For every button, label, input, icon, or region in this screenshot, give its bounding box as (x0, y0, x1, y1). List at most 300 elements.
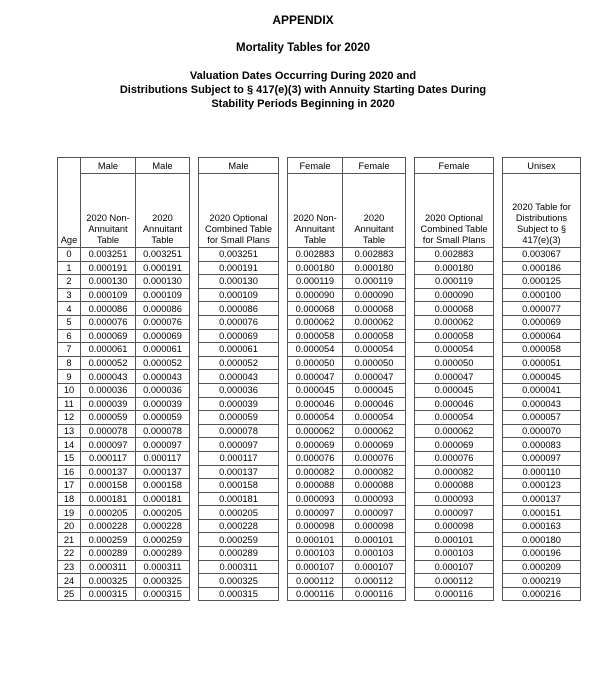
age-cell: 10 (58, 383, 81, 397)
age-cell: 20 (58, 519, 81, 533)
rate-cell: 0.000069 (288, 438, 343, 452)
rate-cell: 0.000289 (199, 547, 279, 561)
column-gap (494, 411, 503, 425)
rate-cell: 0.000045 (503, 370, 581, 384)
column-gap (406, 343, 415, 357)
rate-cell: 0.000181 (81, 492, 136, 506)
column-gap (190, 587, 199, 601)
column-gap (406, 465, 415, 479)
rate-cell: 0.000228 (81, 519, 136, 533)
table-row (58, 533, 581, 547)
rate-cell: 0.003251 (199, 248, 279, 262)
rate-cell: 0.000078 (81, 424, 136, 438)
age-cell: 24 (58, 574, 81, 588)
age-cell: 13 (58, 424, 81, 438)
rate-cell: 0.000068 (343, 302, 406, 316)
column-gap (494, 329, 503, 343)
rate-cell: 0.000061 (81, 343, 136, 357)
rate-cell: 0.000110 (503, 465, 581, 479)
rate-cell: 0.000103 (415, 547, 494, 561)
column-gap (406, 356, 415, 370)
column-gap (190, 302, 199, 316)
rate-cell: 0.000088 (415, 479, 494, 493)
table-row (58, 383, 581, 397)
column-gap (494, 424, 503, 438)
rate-cell: 0.000112 (343, 574, 406, 588)
rate-cell: 0.000259 (136, 533, 190, 547)
group-header: Female (415, 158, 494, 174)
rate-cell: 0.000158 (81, 479, 136, 493)
rate-cell: 0.000097 (415, 506, 494, 520)
column-gap (190, 315, 199, 329)
rate-cell: 0.000070 (503, 424, 581, 438)
column-gap (494, 397, 503, 411)
column-gap (190, 356, 199, 370)
group-header: Female (288, 158, 343, 174)
table-row (58, 248, 581, 262)
column-gap (406, 383, 415, 397)
rate-cell: 0.000191 (81, 261, 136, 275)
rate-cell: 0.000205 (136, 506, 190, 520)
rate-cell: 0.000130 (199, 275, 279, 289)
table-row (58, 574, 581, 588)
column-gap (279, 547, 288, 561)
rate-cell: 0.000039 (136, 397, 190, 411)
column-gap (494, 506, 503, 520)
column-gap (406, 547, 415, 561)
column-gap (279, 356, 288, 370)
rate-cell: 0.000097 (81, 438, 136, 452)
column-gap (406, 451, 415, 465)
column-gap (190, 424, 199, 438)
rate-cell: 0.000103 (343, 547, 406, 561)
rate-cell: 0.000052 (136, 356, 190, 370)
rate-cell: 0.000069 (503, 315, 581, 329)
group-header: Male (199, 158, 279, 174)
column-gap (494, 492, 503, 506)
column-gap (406, 492, 415, 506)
column-gap (279, 492, 288, 506)
rate-cell: 0.000097 (503, 451, 581, 465)
rate-cell: 0.000059 (136, 411, 190, 425)
description-line: Stability Periods Beginning in 2020 (211, 98, 395, 110)
rate-cell: 0.000043 (136, 370, 190, 384)
rate-cell: 0.000076 (415, 451, 494, 465)
rate-cell: 0.000101 (288, 533, 343, 547)
rate-cell: 0.000046 (288, 397, 343, 411)
column-gap (279, 158, 288, 174)
rate-cell: 0.000047 (288, 370, 343, 384)
rate-cell: 0.000219 (503, 574, 581, 588)
column-gap (494, 158, 503, 174)
column-gap (494, 248, 503, 262)
rate-cell: 0.000259 (199, 533, 279, 547)
rate-cell: 0.000076 (199, 315, 279, 329)
table-row (58, 519, 581, 533)
rate-cell: 0.000054 (343, 343, 406, 357)
rate-cell: 0.000086 (81, 302, 136, 316)
column-gap (406, 158, 415, 174)
column-gap (494, 560, 503, 574)
rate-cell: 0.000158 (136, 479, 190, 493)
column-header: 2020 Annuitant Table (343, 174, 406, 248)
rate-cell: 0.000077 (503, 302, 581, 316)
rate-cell: 0.000078 (136, 424, 190, 438)
rate-cell: 0.000191 (199, 261, 279, 275)
rate-cell: 0.000137 (199, 465, 279, 479)
rate-cell: 0.000039 (199, 397, 279, 411)
column-gap (406, 288, 415, 302)
age-cell: 12 (58, 411, 81, 425)
table-row (58, 424, 581, 438)
rate-cell: 0.000119 (343, 275, 406, 289)
column-gap (190, 479, 199, 493)
column-header: 2020 Non-Annuitant Table (81, 174, 136, 248)
rate-cell: 0.000086 (136, 302, 190, 316)
column-gap (279, 451, 288, 465)
rate-cell: 0.002883 (343, 248, 406, 262)
column-gap (190, 519, 199, 533)
column-gap (406, 587, 415, 601)
rate-cell: 0.000098 (343, 519, 406, 533)
rate-cell: 0.000097 (199, 438, 279, 452)
column-gap (279, 275, 288, 289)
column-gap (190, 370, 199, 384)
age-cell: 2 (58, 275, 81, 289)
rate-cell: 0.000158 (199, 479, 279, 493)
column-gap (406, 506, 415, 520)
column-gap (406, 174, 415, 248)
rate-cell: 0.000100 (503, 288, 581, 302)
column-header: 2020 Non-Annuitant Table (288, 174, 343, 248)
rate-cell: 0.000180 (288, 261, 343, 275)
rate-cell: 0.000054 (343, 411, 406, 425)
rate-cell: 0.000097 (288, 506, 343, 520)
column-gap (279, 343, 288, 357)
table-row (58, 288, 581, 302)
column-gap (279, 411, 288, 425)
table-row (58, 397, 581, 411)
rate-cell: 0.000107 (343, 560, 406, 574)
column-gap (190, 397, 199, 411)
rate-cell: 0.000088 (343, 479, 406, 493)
rate-cell: 0.000068 (288, 302, 343, 316)
rate-cell: 0.000059 (81, 411, 136, 425)
rate-cell: 0.000051 (503, 356, 581, 370)
rate-cell: 0.000062 (415, 315, 494, 329)
rate-cell: 0.000325 (81, 574, 136, 588)
rate-cell: 0.000069 (415, 438, 494, 452)
rate-cell: 0.000043 (199, 370, 279, 384)
rate-cell: 0.000064 (503, 329, 581, 343)
rate-cell: 0.000076 (81, 315, 136, 329)
table-row (58, 492, 581, 506)
rate-cell: 0.000050 (288, 356, 343, 370)
rate-cell: 0.000036 (136, 383, 190, 397)
rate-cell: 0.000125 (503, 275, 581, 289)
rate-cell: 0.000061 (199, 343, 279, 357)
rate-cell: 0.000216 (503, 587, 581, 601)
rate-cell: 0.000315 (199, 587, 279, 601)
age-cell: 18 (58, 492, 81, 506)
age-cell: 19 (58, 506, 81, 520)
table-body (58, 248, 581, 601)
table-row (58, 451, 581, 465)
rate-cell: 0.000068 (415, 302, 494, 316)
rate-cell: 0.000137 (136, 465, 190, 479)
rate-cell: 0.000036 (199, 383, 279, 397)
column-gap (494, 288, 503, 302)
column-gap (279, 370, 288, 384)
column-gap (279, 288, 288, 302)
rate-cell: 0.000046 (343, 397, 406, 411)
age-header: Age (58, 174, 81, 248)
table-row (58, 411, 581, 425)
rate-cell: 0.000116 (288, 587, 343, 601)
age-cell: 5 (58, 315, 81, 329)
table-row (58, 302, 581, 316)
rate-cell: 0.000205 (81, 506, 136, 520)
table-row (58, 329, 581, 343)
rate-cell: 0.000181 (136, 492, 190, 506)
rate-cell: 0.000097 (343, 506, 406, 520)
column-gap (494, 275, 503, 289)
column-gap (190, 411, 199, 425)
column-gap (190, 492, 199, 506)
column-gap (494, 302, 503, 316)
age-cell: 21 (58, 533, 81, 547)
column-gap (190, 329, 199, 343)
table-row (58, 479, 581, 493)
rate-cell: 0.000069 (343, 438, 406, 452)
appendix-title: APPENDIX (272, 13, 334, 27)
age-cell: 25 (58, 587, 81, 601)
column-gap (494, 383, 503, 397)
table-row (58, 370, 581, 384)
rate-cell: 0.000101 (415, 533, 494, 547)
rate-cell: 0.000041 (503, 383, 581, 397)
table-row (58, 356, 581, 370)
rate-cell: 0.000083 (503, 438, 581, 452)
age-cell: 1 (58, 261, 81, 275)
age-cell: 8 (58, 356, 81, 370)
table-row (58, 275, 581, 289)
rate-cell: 0.000209 (503, 560, 581, 574)
column-gap (190, 383, 199, 397)
column-gap (494, 574, 503, 588)
column-gap (494, 438, 503, 452)
rate-cell: 0.000058 (343, 329, 406, 343)
rate-cell: 0.002883 (415, 248, 494, 262)
rate-cell: 0.000180 (503, 533, 581, 547)
rate-cell: 0.000163 (503, 519, 581, 533)
rate-cell: 0.000117 (81, 451, 136, 465)
rate-cell: 0.000050 (343, 356, 406, 370)
rate-cell: 0.000058 (415, 329, 494, 343)
rate-cell: 0.000228 (136, 519, 190, 533)
column-gap (279, 506, 288, 520)
rate-cell: 0.000315 (136, 587, 190, 601)
age-cell: 0 (58, 248, 81, 262)
rate-cell: 0.000062 (288, 424, 343, 438)
column-gap (190, 275, 199, 289)
age-cell: 14 (58, 438, 81, 452)
table-row (58, 438, 581, 452)
rate-cell: 0.000107 (415, 560, 494, 574)
column-gap (406, 397, 415, 411)
rate-cell: 0.000050 (415, 356, 494, 370)
column-gap (406, 315, 415, 329)
table-row (58, 587, 581, 601)
age-cell: 9 (58, 370, 81, 384)
group-header: Unisex (503, 158, 581, 174)
rate-cell: 0.000058 (288, 329, 343, 343)
rate-cell: 0.000090 (415, 288, 494, 302)
column-gap (279, 174, 288, 248)
rate-cell: 0.000076 (343, 451, 406, 465)
column-gap (190, 560, 199, 574)
column-gap (279, 424, 288, 438)
column-gap (494, 261, 503, 275)
rate-cell: 0.000054 (288, 343, 343, 357)
rate-cell: 0.003251 (81, 248, 136, 262)
table-row (58, 560, 581, 574)
rate-cell: 0.000047 (415, 370, 494, 384)
column-gap (279, 574, 288, 588)
column-gap (190, 547, 199, 561)
column-gap (406, 302, 415, 316)
age-cell: 6 (58, 329, 81, 343)
column-gap (406, 574, 415, 588)
table-row (58, 465, 581, 479)
rate-cell: 0.000259 (81, 533, 136, 547)
column-header-row (58, 174, 581, 248)
rate-cell: 0.000109 (136, 288, 190, 302)
rate-cell: 0.000045 (343, 383, 406, 397)
rate-cell: 0.000315 (81, 587, 136, 601)
rate-cell: 0.000058 (503, 343, 581, 357)
column-gap (279, 479, 288, 493)
rate-cell: 0.000062 (343, 315, 406, 329)
group-header: Male (136, 158, 190, 174)
column-gap (190, 248, 199, 262)
rate-cell: 0.000093 (288, 492, 343, 506)
table-subtitle: Mortality Tables for 2020 (236, 42, 370, 54)
rate-cell: 0.000090 (343, 288, 406, 302)
column-gap (190, 288, 199, 302)
table-row (58, 343, 581, 357)
column-gap (406, 424, 415, 438)
column-gap (190, 174, 199, 248)
rate-cell: 0.000097 (136, 438, 190, 452)
column-gap (279, 587, 288, 601)
rate-cell: 0.000119 (288, 275, 343, 289)
rate-cell: 0.000059 (199, 411, 279, 425)
column-gap (406, 248, 415, 262)
column-gap (279, 533, 288, 547)
rate-cell: 0.000116 (415, 587, 494, 601)
column-gap (279, 560, 288, 574)
rate-cell: 0.000093 (343, 492, 406, 506)
rate-cell: 0.000047 (343, 370, 406, 384)
column-gap (406, 519, 415, 533)
column-gap (494, 547, 503, 561)
rate-cell: 0.000119 (415, 275, 494, 289)
rate-cell: 0.000076 (288, 451, 343, 465)
column-gap (190, 438, 199, 452)
rate-cell: 0.000090 (288, 288, 343, 302)
rate-cell: 0.000062 (288, 315, 343, 329)
rate-cell: 0.000191 (136, 261, 190, 275)
rate-cell: 0.000137 (81, 465, 136, 479)
rate-cell: 0.000289 (81, 547, 136, 561)
column-gap (406, 533, 415, 547)
group-header: Male (81, 158, 136, 174)
description-line: Valuation Dates Occurring During 2020 and (189, 70, 417, 82)
rate-cell: 0.000205 (199, 506, 279, 520)
column-gap (494, 587, 503, 601)
column-gap (494, 479, 503, 493)
rate-cell: 0.000117 (199, 451, 279, 465)
column-header: 2020 Optional Combined Table for Small Plans (415, 174, 494, 248)
age-cell: 16 (58, 465, 81, 479)
table-row (58, 315, 581, 329)
column-gap (406, 560, 415, 574)
rate-cell: 0.000180 (415, 261, 494, 275)
group-header: Female (343, 158, 406, 174)
rate-cell: 0.000039 (81, 397, 136, 411)
rate-cell: 0.000196 (503, 547, 581, 561)
rate-cell: 0.000151 (503, 506, 581, 520)
rate-cell: 0.000098 (415, 519, 494, 533)
column-gap (279, 315, 288, 329)
rate-cell: 0.000076 (136, 315, 190, 329)
rate-cell: 0.000054 (415, 343, 494, 357)
column-gap (406, 261, 415, 275)
age-cell: 15 (58, 451, 81, 465)
column-gap (494, 370, 503, 384)
age-cell: 23 (58, 560, 81, 574)
rate-cell: 0.000117 (136, 451, 190, 465)
description-line: Distributions Subject to § 417(e)(3) with Annuity Starting Dates During (119, 84, 487, 96)
rate-cell: 0.000311 (81, 560, 136, 574)
rate-cell: 0.000082 (288, 465, 343, 479)
rate-cell: 0.000082 (343, 465, 406, 479)
mortality-table (57, 157, 581, 601)
column-gap (190, 158, 199, 174)
rate-cell: 0.000043 (503, 397, 581, 411)
age-cell: 22 (58, 547, 81, 561)
age-cell: 17 (58, 479, 81, 493)
column-gap (190, 451, 199, 465)
rate-cell: 0.000054 (288, 411, 343, 425)
column-gap (406, 329, 415, 343)
column-gap (279, 248, 288, 262)
column-gap (494, 356, 503, 370)
rate-cell: 0.000069 (136, 329, 190, 343)
rate-cell: 0.000116 (343, 587, 406, 601)
rate-cell: 0.000107 (288, 560, 343, 574)
rate-cell: 0.000057 (503, 411, 581, 425)
rate-cell: 0.000130 (81, 275, 136, 289)
rate-cell: 0.000101 (343, 533, 406, 547)
column-gap (494, 451, 503, 465)
rate-cell: 0.000186 (503, 261, 581, 275)
column-gap (279, 261, 288, 275)
rate-cell: 0.000062 (343, 424, 406, 438)
age-cell: 4 (58, 302, 81, 316)
column-gap (279, 329, 288, 343)
